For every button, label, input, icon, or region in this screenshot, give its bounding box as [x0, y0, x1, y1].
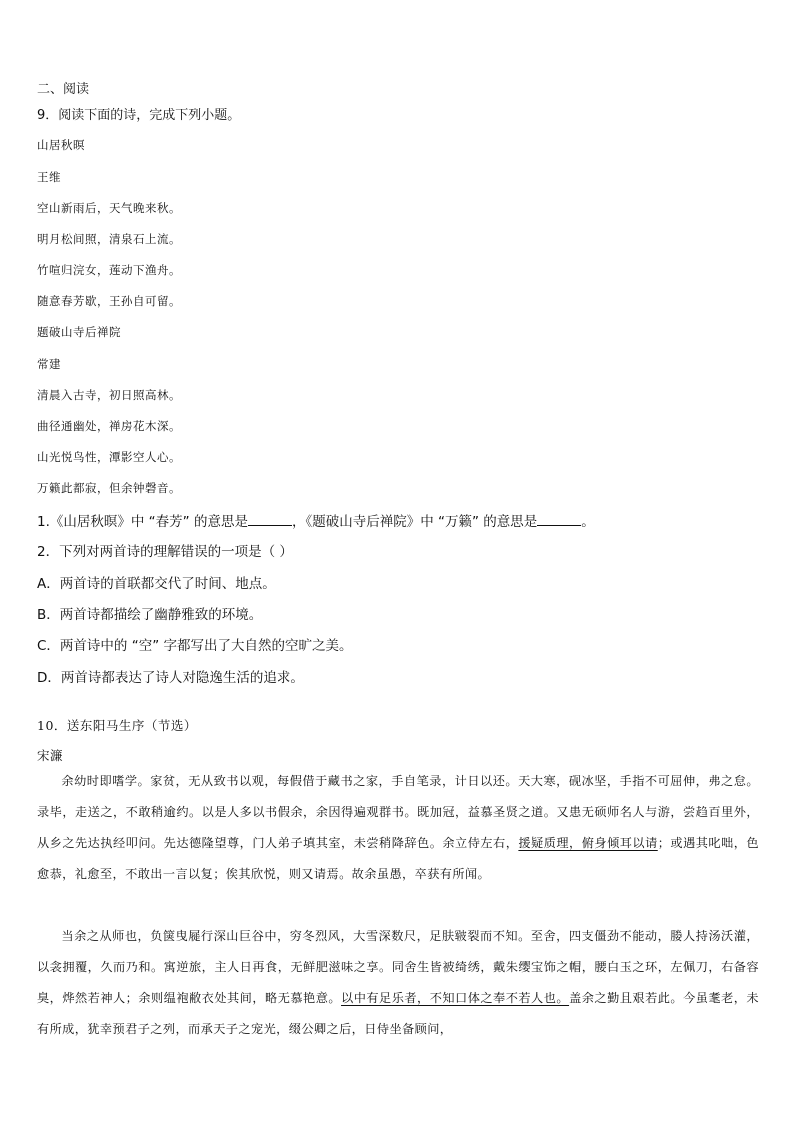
poem2-title: 题破山寺后禅院 [37, 325, 121, 339]
poem2-author: 常建 [37, 357, 61, 371]
passage-text: 余幼时即嗜学。家贫，无从致书以观，每假借于藏书之家，手自笔录，计日以还。天大寒，砚冰坚，手指不可屈伸，弗之怠。录毕，走送之，不敢稍逾约。以是人多以书假余，余因得遍观群书。既加冠，益慕圣贤之道。又患无硕师名人与游，尝趋百里外，从乡之先达执经叩问。先达德隆望尊，门人弟子填其室，未尝稍降辞色。余立侍左右， [37, 774, 759, 850]
question-10-author: 宋濂 [37, 748, 64, 763]
answer-blank-1[interactable] [248, 513, 292, 526]
option-c: C．两首诗中的 “空” 字都写出了大自然的空旷之美。 [37, 638, 353, 654]
passage-text: ；或遇其叱咄，色愈恭，礼愈至，不敢出一言以复；俟其欣悦，则又请焉。故余虽愚，卒获有所闻。 [37, 836, 759, 881]
poem2-line: 清晨入古寺，初日照高林。 [37, 388, 181, 402]
poem1-title: 山居秋暝 [37, 138, 85, 152]
underlined-sentence: 以中有足乐者，不知口体之奉不若人也。 [341, 991, 570, 1005]
poem1-line: 明月松间照，清泉石上流。 [37, 232, 181, 246]
poem1-line: 空山新雨后，天气晚来秋。 [37, 201, 181, 215]
subquestion-1 [37, 510, 595, 530]
passage-text: 当余之从师也，负箧曳屣行深山巨谷中，穷冬烈风，大雪深数尺，足肤皲裂而不知。至舍，四支僵劲不能动，媵人持汤沃灌，以衾拥覆，久而乃和。寓逆旅，主人日再食，无鲜肥滋味之享。同舍生皆被绮绣，戴朱缨宝饰之帽，腰白玉之环，左佩刀，右备容臭，烨然若神人；余则缊袍敝衣处其间，略无慕艳意。 [37, 929, 759, 1005]
poem1-author: 王维 [37, 170, 61, 184]
subquestion-1-text-a: 1.《山居秋暝》中 “春芳” 的意思是 [37, 514, 248, 530]
passage-text: 盖余之勤且艰若此。今虽耄老，未有所成，犹幸预君子之列，而承天子之宠光，缀公卿之后，日侍坐备顾问， [37, 991, 759, 1036]
passage-paragraph-1 [37, 766, 759, 921]
poem2-line: 万籁此都寂，但余钟磬音。 [37, 481, 181, 495]
option-d: D．两首诗都表达了诗人对隐逸生活的追求。 [37, 670, 304, 686]
subquestion-1-text-c: 。 [581, 514, 595, 530]
subquestion-2-stem: 2．下列对两首诗的理解错误的一项是（ ） [37, 544, 293, 560]
underlined-sentence: 援疑质理，俯身倾耳以请 [518, 836, 658, 850]
question-10-title: 10．送东阳马生序（节选） [37, 718, 197, 733]
poem1-line: 随意春芳歇，王孙自可留。 [37, 294, 181, 308]
section-heading: 二、阅读 [37, 82, 90, 97]
question-9-prompt: 9．阅读下面的诗，完成下列小题。 [37, 108, 241, 123]
poem1-line: 竹喧归浣女，莲动下渔舟。 [37, 263, 181, 277]
passage-paragraph-2 [37, 921, 759, 1045]
subquestion-1-text-b: ，《题破山寺后禅院》中 “万籁” 的意思是 [291, 514, 538, 530]
poem2-line: 山光悦鸟性，潭影空人心。 [37, 450, 181, 464]
option-a: A．两首诗的首联都交代了时间、地点。 [37, 576, 276, 592]
option-b: B．两首诗都描绘了幽静雅致的环境。 [37, 607, 263, 623]
poem2-line: 曲径通幽处，禅房花木深。 [37, 419, 181, 433]
answer-blank-2[interactable] [537, 513, 581, 526]
